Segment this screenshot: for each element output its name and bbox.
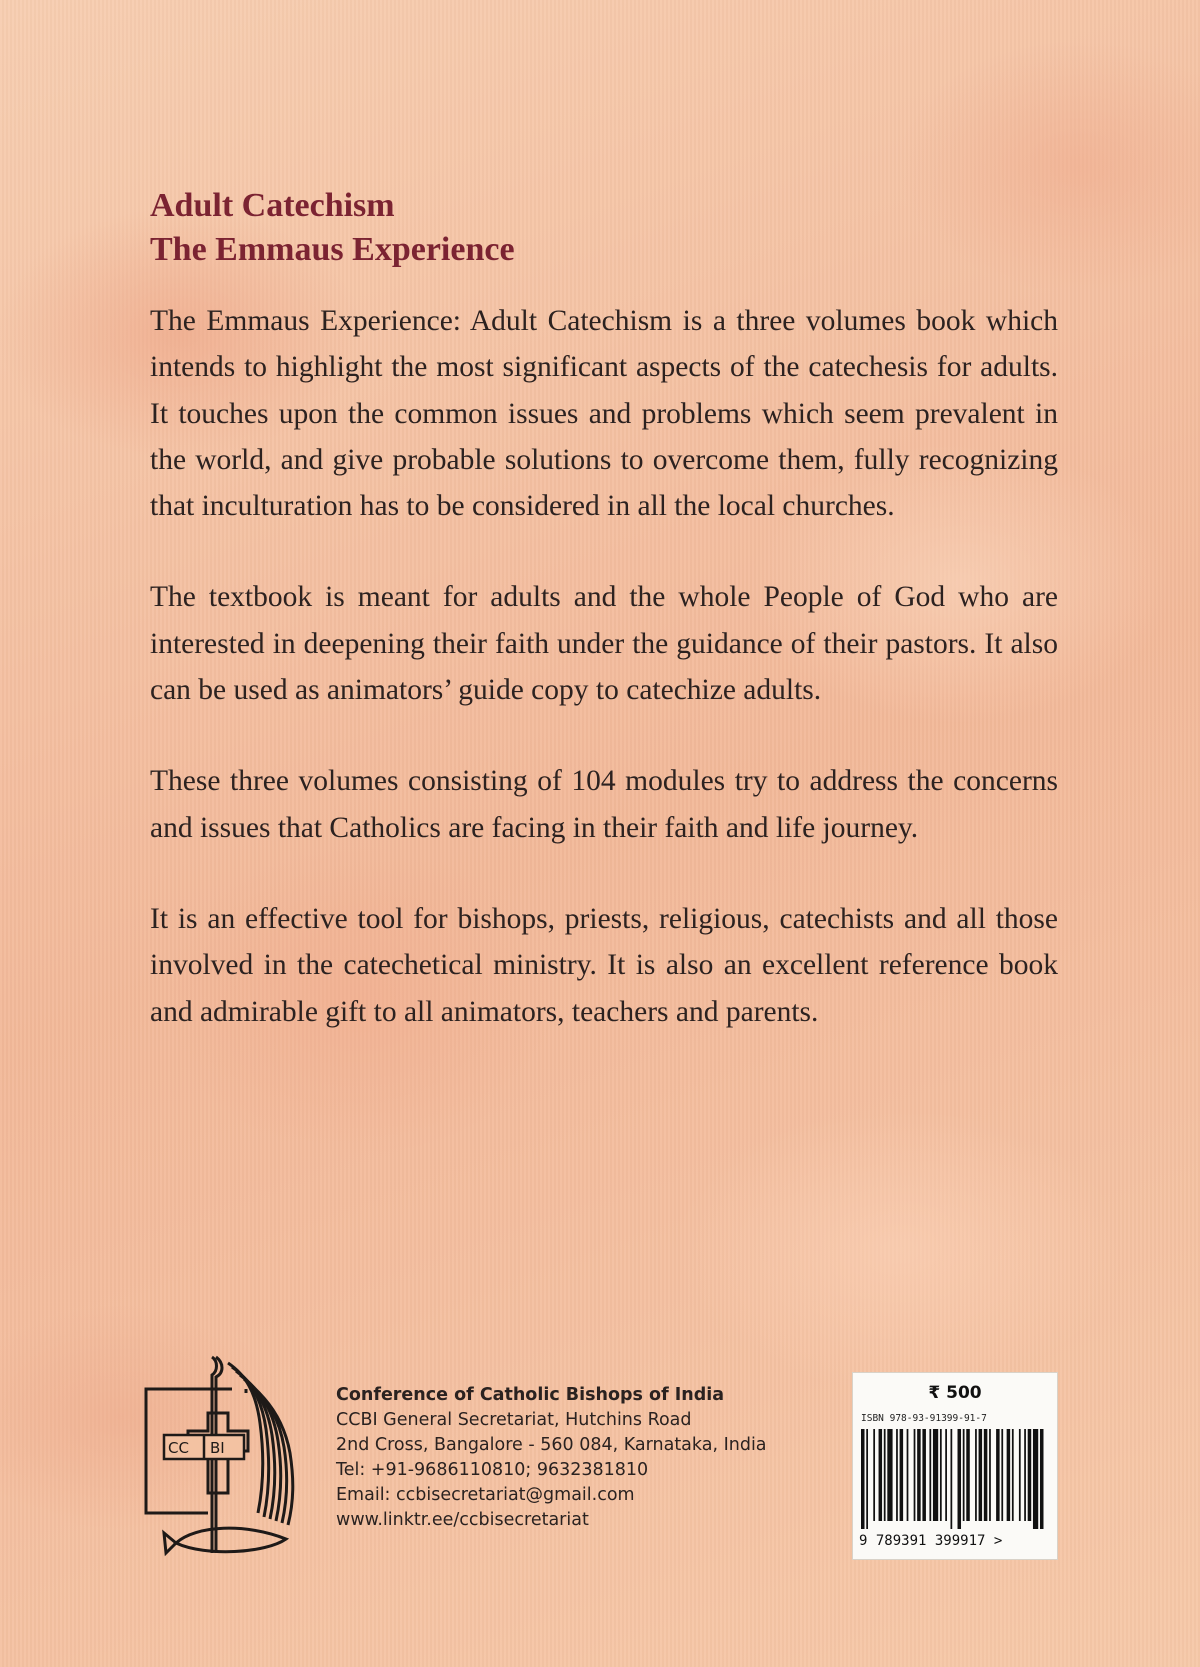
book-title-heading — [150, 184, 515, 272]
publisher-info — [336, 1383, 767, 1533]
book-title-line-2: The Emmaus Experience — [150, 231, 515, 268]
publisher-address-line-2: 2nd Cross, Bangalore - 560 084, Karnataka, India — [336, 1435, 767, 1455]
ccbi-logo-icon — [136, 1353, 324, 1561]
blurb — [150, 298, 1058, 1080]
logo-text: CC — [168, 1439, 189, 1457]
barcode-icon — [861, 1429, 1047, 1529]
price-barcode-box — [852, 1372, 1058, 1560]
price-label: ₹ 500 — [928, 1383, 982, 1403]
blurb-paragraph-2: The textbook is meant for adults and the whole People of God who are interested in deepening their faith under the guidance of their pastors. It also can be used as animators’ guide copy to catechize adults. — [150, 581, 1058, 707]
publisher-website: www.linktr.ee/ccbisecretariat — [336, 1510, 589, 1530]
svg-text:BI: BI — [210, 1439, 225, 1457]
barcode-digits: 9 789391 399917 > — [859, 1533, 1003, 1549]
isbn-label: ISBN 978-93-91399-91-7 — [861, 1413, 987, 1424]
publisher-address-line-1: CCBI General Secretariat, Hutchins Road — [336, 1410, 692, 1430]
blurb-paragraph-4: It is an effective tool for bishops, priests, religious, catechists and all those involved in the catechetical ministry. It is also an excellent reference book and admirable gift to all animators, teachers and parents. — [150, 902, 1058, 1028]
blurb-paragraph-3: These three volumes consisting of 104 modules try to address the concerns and issues that Catholics are facing in their faith and life journey. — [150, 765, 1058, 844]
publisher-name: Conference of Catholic Bishops of India — [336, 1385, 725, 1405]
book-title-line-1: Adult Catechism — [150, 187, 395, 224]
blurb-paragraph-1: The Emmaus Experience: Adult Catechism is a three volumes book which intends to highlight the most significant aspects of the catechesis for adults. It touches upon the common issues and problems which seem prevalent in the world, and give probable solutions to overcome them, fully recognizing that inculturation has to be considered in all the local churches. — [150, 305, 1058, 523]
publisher-email: Email: ccbisecretariat@gmail.com — [336, 1485, 635, 1505]
publisher-phone: Tel: +91-9686110810; 9632381810 — [336, 1460, 649, 1480]
